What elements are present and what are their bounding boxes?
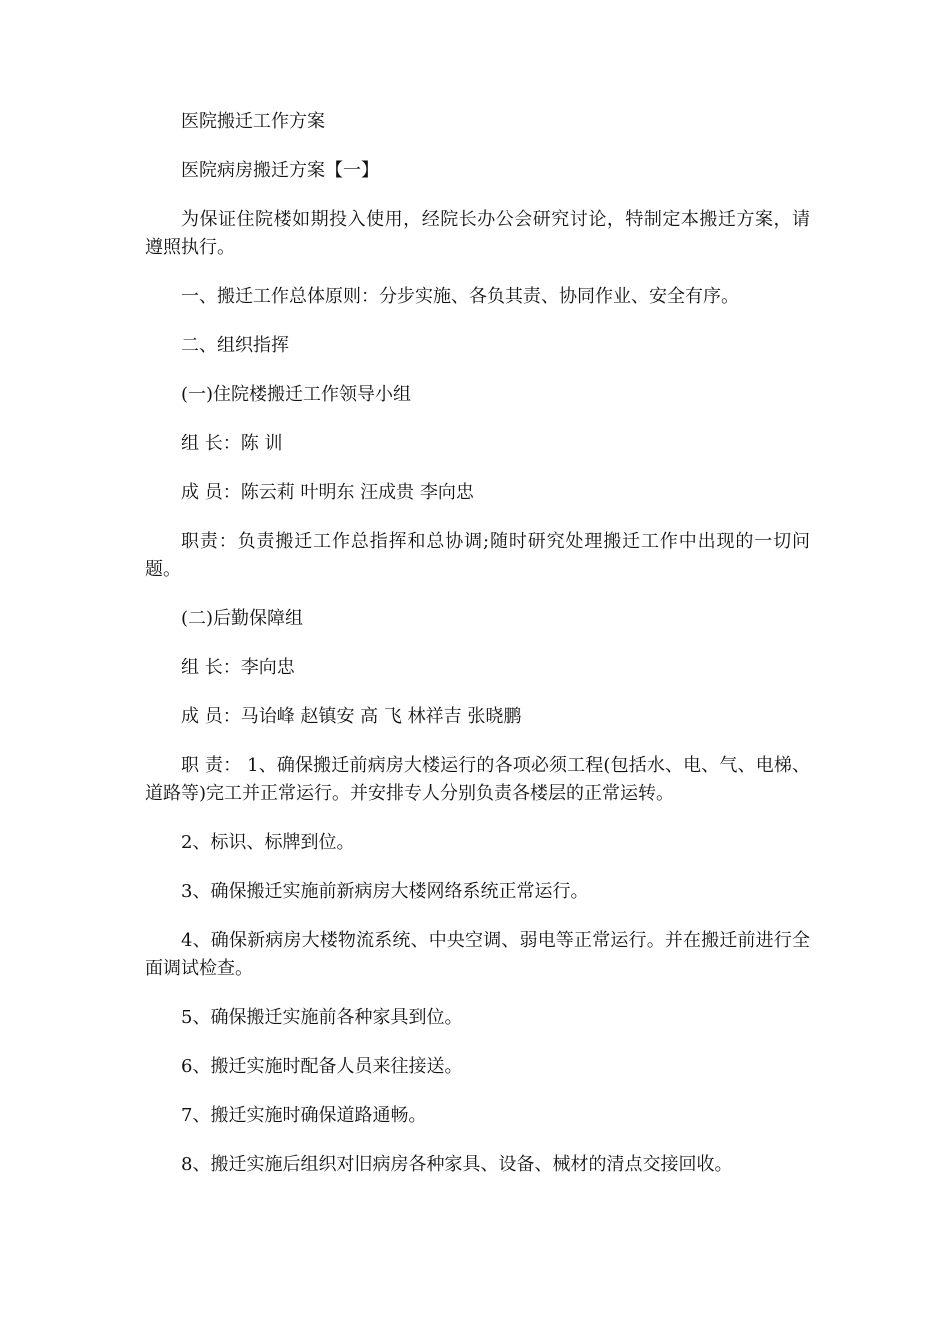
section-heading-organization: 二、组织指挥 bbox=[181, 335, 289, 356]
logistics-duty-7: 7、搬迁实施时确保道路通畅。 bbox=[181, 1105, 427, 1126]
leadership-duties: 职责：负责搬迁工作总指挥和总协调;随时研究处理搬迁工作中出现的一切问题。 bbox=[145, 531, 810, 580]
paragraph-principle: 一、搬迁工作总体原则：分步实施、各负其责、协同作业、安全有序。 bbox=[181, 286, 739, 307]
document-subtitle: 医院病房搬迁方案【一】 bbox=[181, 160, 379, 181]
leadership-members: 成 员：陈云莉 叶明东 汪成贵 李向忠 bbox=[181, 482, 474, 503]
subsection-heading-logistics: (二)后勤保障组 bbox=[181, 608, 304, 629]
logistics-duty-3: 3、确保搬迁实施前新病房大楼网络系统正常运行。 bbox=[181, 881, 589, 902]
logistics-duty-1: 职 责： 1、确保搬迁前病房大楼运行的各项必须工程(包括水、电、气、电梯、道路等)完工并正常运行。并安排专人分别负责各楼层的正常运转。 bbox=[145, 755, 810, 804]
logistics-leader: 组 长：李向忠 bbox=[181, 657, 295, 678]
document-body bbox=[145, 108, 810, 1200]
logistics-members: 成 员：马诒峰 赵镇安 高 飞 林祥吉 张晓鹏 bbox=[181, 706, 522, 727]
logistics-duty-4: 4、确保新病房大楼物流系统、中央空调、弱电等正常运行。并在搬迁前进行全面调试检查。 bbox=[145, 930, 810, 979]
document-title: 医院搬迁工作方案 bbox=[181, 111, 325, 132]
paragraph-intro: 为保证住院楼如期投入使用，经院长办公会研究讨论，特制定本搬迁方案，请遵照执行。 bbox=[145, 209, 810, 258]
logistics-duty-6: 6、搬迁实施时配备人员来往接送。 bbox=[181, 1056, 463, 1077]
logistics-duty-8: 8、搬迁实施后组织对旧病房各种家具、设备、械材的清点交接回收。 bbox=[181, 1154, 733, 1175]
logistics-duty-5: 5、确保搬迁实施前各种家具到位。 bbox=[181, 1007, 463, 1028]
logistics-duty-2: 2、标识、标牌到位。 bbox=[181, 832, 355, 853]
leadership-leader: 组 长：陈 训 bbox=[181, 433, 283, 454]
subsection-heading-leadership: (一)住院楼搬迁工作领导小组 bbox=[181, 384, 412, 405]
